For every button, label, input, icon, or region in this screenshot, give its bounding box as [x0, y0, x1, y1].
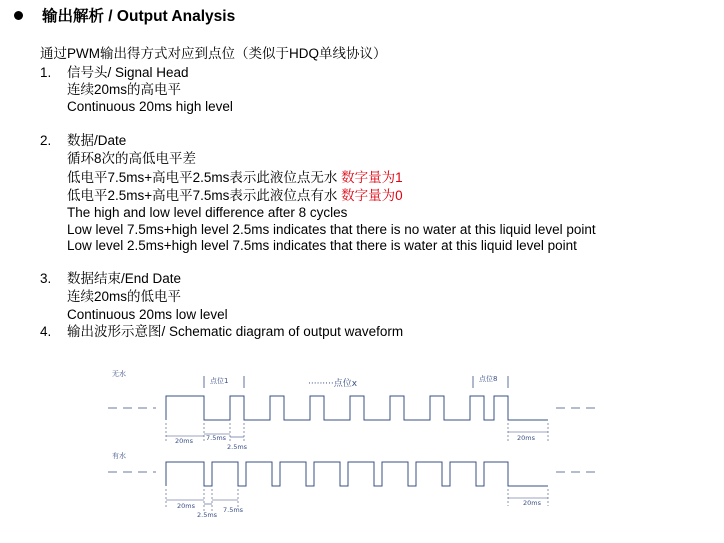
heading-title: 输出解析 / Output Analysis — [42, 8, 236, 25]
section-1-line-2: Continuous 20ms high level — [67, 99, 233, 114]
section-1-number: 1. — [40, 65, 52, 80]
digital-value-1: 数字量为1 — [341, 170, 403, 185]
section-4-title: 输出波形示意图/ Schematic diagram of output waveform — [67, 324, 404, 339]
section-2-line-4: The high and low level difference after 8 cycles — [67, 205, 348, 220]
row2-end-20ms-label: 20ms — [523, 499, 541, 507]
section-1-title: 信号头/ Signal Head — [67, 65, 189, 80]
row2-20ms-label: 20ms — [177, 502, 195, 510]
row-no-water-label: 无水 — [112, 370, 126, 378]
digital-value-0: 数字量为0 — [341, 188, 403, 203]
row-water-label: 有水 — [112, 452, 126, 460]
section-2-line-6: Low level 2.5ms+high level 7.5ms indicates that there is water at this liquid level point — [67, 238, 577, 253]
intro-text: 通过PWM输出得方式对应到点位（类似于HDQ单线协议） — [40, 46, 387, 61]
section-3-line-1: 连续20ms的低电平 — [67, 289, 182, 304]
row1-waveform — [166, 396, 548, 420]
point1-label: 点位1 — [210, 377, 229, 385]
section-3-number: 3. — [40, 271, 52, 286]
section-2-title: 数据/Date — [67, 133, 127, 148]
row2-25ms-label: 2.5ms — [197, 511, 218, 519]
section-1-line-1: 连续20ms的高电平 — [67, 82, 182, 97]
section-3-line-2: Continuous 20ms low level — [67, 307, 228, 322]
section-3-title: 数据结束/End Date — [67, 271, 182, 286]
section-2-line-1: 循环8次的高低电平差 — [67, 151, 197, 166]
row1-20ms-label: 20ms — [175, 437, 193, 445]
row2-waveform — [166, 462, 548, 486]
row1-end-20ms-label: 20ms — [517, 434, 535, 442]
section-2-line-3-text: 低电平2.5ms+高电平7.5ms表示此液位点有水 — [67, 188, 342, 203]
section-2-line-5: Low level 7.5ms+high level 2.5ms indicates that there is no water at this liquid level point — [67, 222, 596, 237]
row1-25ms-label: 2.5ms — [227, 443, 248, 451]
pointx-label: ·········点位x — [308, 379, 358, 389]
row1-75ms-label: 7.5ms — [206, 434, 227, 442]
row2-75ms-label: 7.5ms — [223, 506, 244, 514]
point8-label: 点位8 — [479, 375, 498, 383]
section-4-number: 4. — [40, 324, 52, 339]
section-2-number: 2. — [40, 133, 52, 148]
section-2-line-2-text: 低电平7.5ms+高电平2.5ms表示此液位点无水 — [67, 170, 342, 185]
